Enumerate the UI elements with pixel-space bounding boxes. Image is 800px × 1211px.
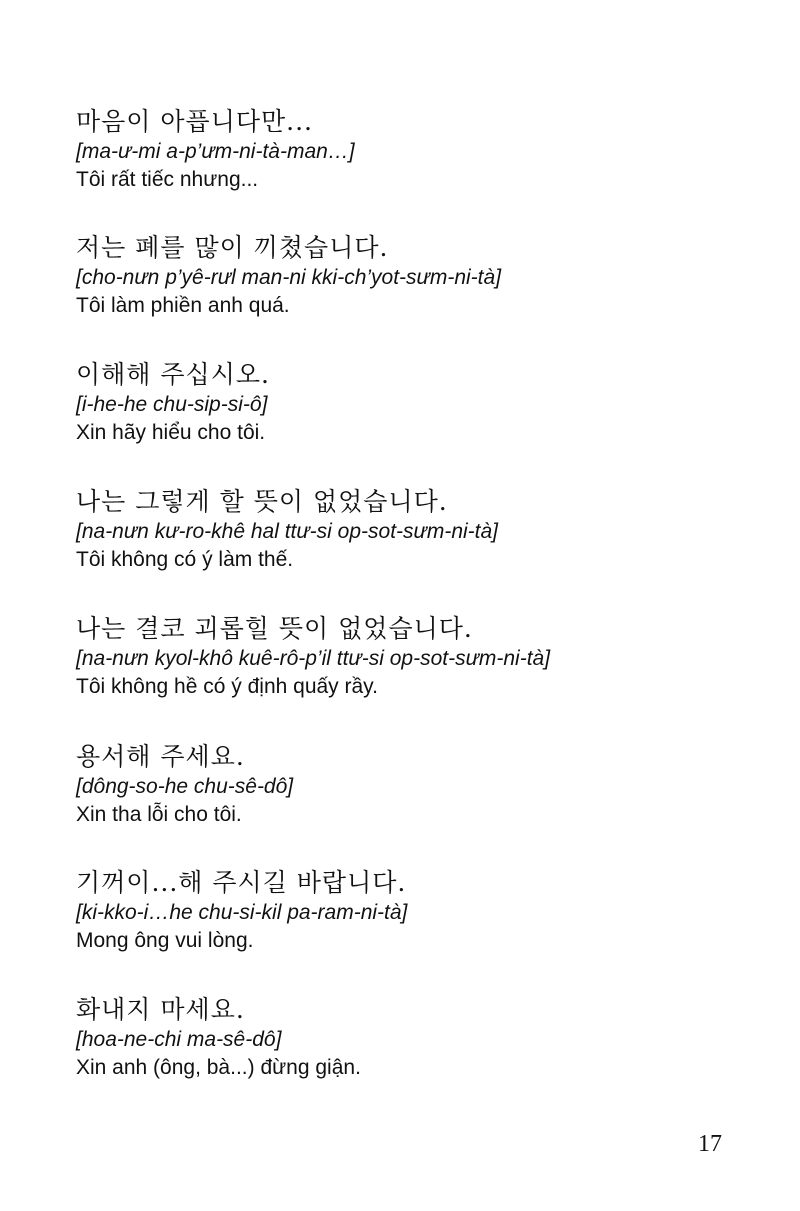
- phrase-entry: [76, 106, 756, 194]
- vietnamese-translation: Mong ông vui lòng.: [76, 929, 254, 952]
- korean-phrase: 나는 결코 괴롭힐 뜻이 없었습니다.: [76, 614, 473, 643]
- korean-phrase: 마음이 아픕니다만...: [76, 107, 313, 136]
- korean-phrase: 화내지 마세요.: [76, 995, 245, 1024]
- vietnamese-translation: Tôi làm phiền anh quá.: [76, 294, 290, 317]
- vietnamese-translation: Tôi không có ý làm thế.: [76, 548, 294, 571]
- phrase-entry: [76, 867, 756, 955]
- vietnamese-translation: Xin tha lỗi cho tôi.: [76, 803, 242, 826]
- romanization: [na-nưn kư-ro-khê hal ttư-si op-sot-sưm-ni-tà]: [76, 520, 499, 543]
- korean-phrase: 저는 폐를 많이 끼쳤습니다.: [76, 233, 389, 262]
- romanization: [cho-nưn p’yê-rưl man-ni kki-ch’yot-sưm-ni-tà]: [76, 266, 502, 289]
- romanization: [ma-ư-mi a-p’ưm-ni-tà-man…]: [76, 140, 355, 163]
- phrase-entry: [76, 486, 756, 574]
- korean-phrase: 이해해 주십시오.: [76, 360, 270, 389]
- vietnamese-translation: Xin anh (ông, bà...) đừng giận.: [76, 1056, 361, 1079]
- romanization: [ki-kko-i…he chu-si-kil pa-ram-ni-tà]: [76, 901, 408, 924]
- korean-phrase: 용서해 주세요.: [76, 742, 245, 771]
- phrase-entry: [76, 359, 756, 447]
- romanization: [i-he-he chu-sip-si-ô]: [76, 393, 268, 416]
- korean-phrase: 기꺼이...해 주시길 바랍니다.: [76, 868, 407, 897]
- vietnamese-translation: Tôi không hề có ý định quấy rầy.: [76, 675, 378, 698]
- page-number: 17: [698, 1131, 722, 1157]
- romanization: [na-nưn kyol-khô kuê-rô-p’il ttư-si op-sot-sưm-ni-tà]: [76, 647, 551, 670]
- vietnamese-translation: Xin hãy hiểu cho tôi.: [76, 421, 266, 444]
- phrase-entry: [76, 232, 756, 320]
- phrase-entry: [76, 613, 756, 701]
- romanization: [hoa-ne-chi ma-sê-dô]: [76, 1028, 282, 1051]
- phrase-entry: [76, 741, 756, 829]
- phrase-entry: [76, 994, 756, 1082]
- korean-phrase: 나는 그렇게 할 뜻이 없었습니다.: [76, 487, 448, 516]
- romanization: [dông-so-he chu-sê-dô]: [76, 775, 294, 798]
- vietnamese-translation: Tôi rất tiếc nhưng...: [76, 168, 259, 191]
